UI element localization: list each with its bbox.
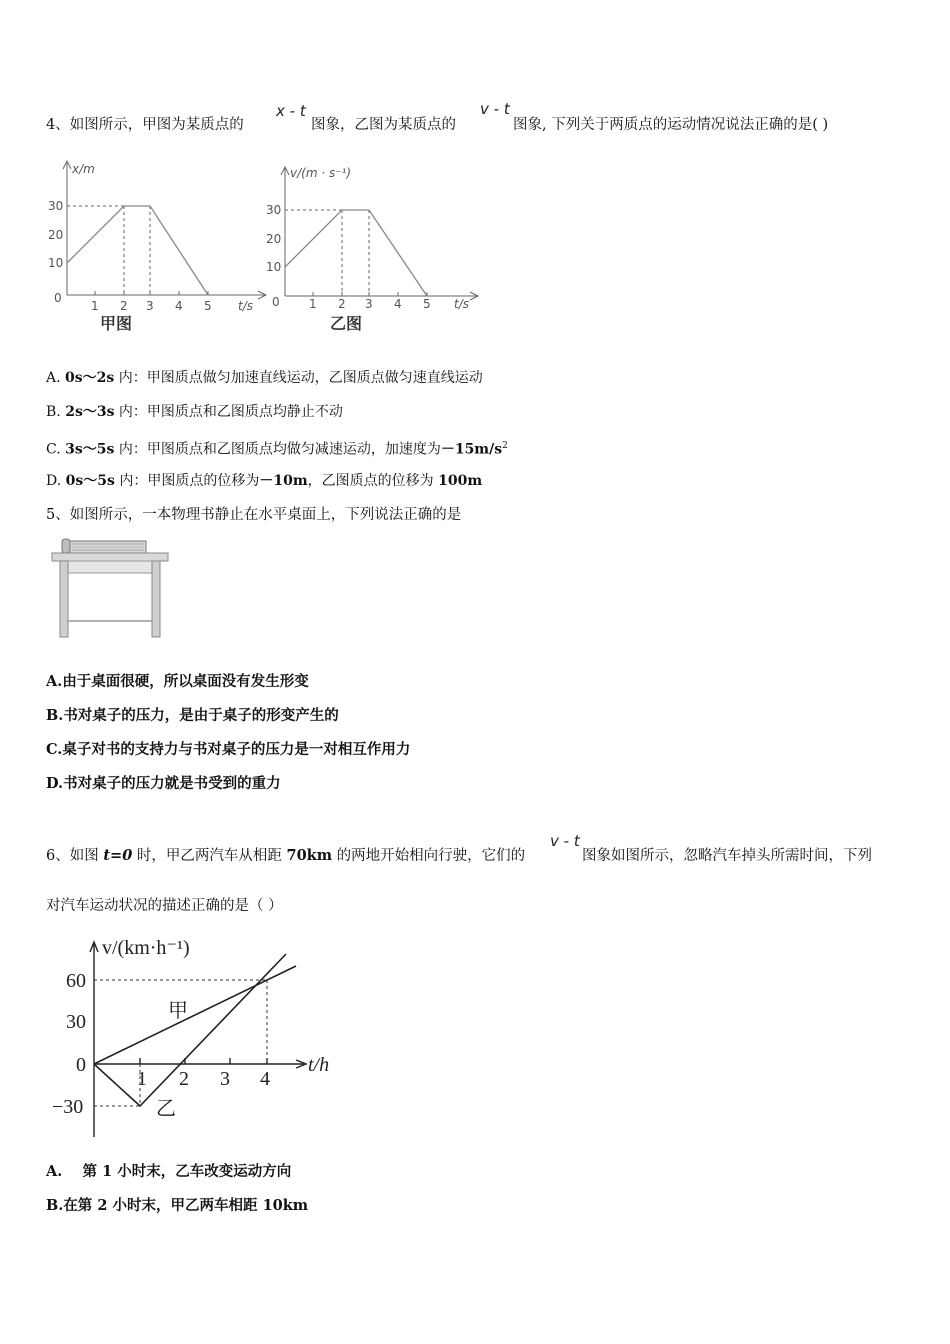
- book-icon: [62, 539, 146, 553]
- q6-stem-part3: 的两地开始相向行驶，它们的: [332, 848, 526, 864]
- x-tick-2: 2: [179, 1068, 189, 1090]
- q4-option-d[interactable]: [46, 471, 482, 491]
- option-letter: A.: [46, 673, 63, 690]
- option-time-range: 0s～2s: [65, 370, 115, 386]
- y-tick-30: 30: [48, 199, 64, 213]
- option-text: 内：甲图质点和乙图质点均静止不动: [114, 404, 343, 420]
- origin-label: 0: [54, 291, 62, 305]
- option-letter: B.: [46, 707, 64, 724]
- caption-yi: 乙图: [330, 314, 363, 333]
- q6-stem-part1: 6、如图: [46, 848, 104, 864]
- x-axis-label: t/h: [308, 1054, 330, 1076]
- y-axis-label: x/m: [72, 162, 95, 176]
- q5-option-a[interactable]: [46, 672, 309, 692]
- option-letter: D.: [46, 473, 66, 489]
- x-axis-label: t/s: [238, 299, 253, 313]
- option-time-range: 3s～5s: [65, 441, 115, 458]
- x-tick-4: 4: [394, 297, 402, 311]
- q6-distance: 70km: [286, 847, 333, 864]
- q6-stem-line1: [46, 846, 525, 866]
- option-acceleration: －15m/s: [440, 441, 503, 458]
- option-gap: [62, 1163, 82, 1180]
- option-letter: C.: [46, 741, 63, 758]
- x-tick-5: 5: [423, 297, 431, 311]
- q4-option-c[interactable]: [46, 436, 508, 460]
- x-tick-3: 3: [365, 297, 373, 311]
- x-tick-5: 5: [204, 299, 212, 313]
- x-tick-4: 4: [260, 1068, 270, 1090]
- q6-stem-part2: 时，甲乙两汽车从相距: [132, 848, 287, 864]
- q4-stem-part3: 图象, 下列关于两质点的运动情况说法正确的是( ): [513, 117, 829, 133]
- q4-option-a[interactable]: [46, 368, 483, 388]
- y-tick-20: 20: [266, 232, 282, 246]
- q4-stem-cont2: [513, 115, 828, 135]
- q4-figure-yi-vt-graph: [262, 155, 482, 335]
- x-tick-3: 3: [220, 1068, 230, 1090]
- q5-stem: 5、如图所示，一本物理书静止在水平桌面上，下列说法正确的是: [46, 507, 462, 523]
- option-text: 第: [82, 1163, 103, 1180]
- option-superscript: 2: [502, 441, 508, 451]
- q6-option-a[interactable]: [46, 1162, 291, 1182]
- q4-xt-formula: x - t: [276, 102, 306, 120]
- x-tick-2: 2: [338, 297, 346, 311]
- option-letter: D.: [46, 775, 64, 792]
- q4-stem-part2: 图象，乙图为某质点的: [311, 117, 456, 133]
- option-hour: 2: [97, 1197, 108, 1214]
- y-axis-label: v/(km·h⁻¹): [102, 937, 190, 959]
- option-text: 书对桌子的压力，是由于桌子的形变产生的: [63, 707, 339, 724]
- vt-line: [285, 210, 427, 296]
- option-text: 在第: [63, 1197, 98, 1214]
- x-tick-2: 2: [120, 299, 128, 313]
- x-axis-label: t/s: [454, 297, 469, 311]
- q6-stem-line2: 对汽车运动状况的描述正确的是（ ）: [46, 898, 283, 914]
- option-text: 内：甲图质点的位移为: [114, 473, 260, 489]
- option-text: 桌子对书的支持力与书对桌子的压力是一对相互作用力: [62, 741, 411, 758]
- option-text-2: 小时末，乙车改变运动方向: [112, 1163, 292, 1180]
- x-tick-4: 4: [175, 299, 183, 313]
- q6-option-b[interactable]: [46, 1196, 308, 1216]
- option-time-range: 0s～5s: [65, 473, 115, 489]
- q5-option-b[interactable]: [46, 706, 339, 726]
- q5-option-d[interactable]: [46, 774, 281, 794]
- x-tick-1: 1: [91, 299, 99, 313]
- q4-stem-part1: 4、如图所示，甲图为某质点的: [46, 117, 244, 133]
- q6-vt-formula: v - t: [550, 832, 580, 850]
- x-tick-3: 3: [146, 299, 154, 313]
- option-letter: A.: [46, 1163, 63, 1180]
- q4-option-b[interactable]: [46, 402, 343, 422]
- y-tick-30: 30: [66, 1011, 86, 1033]
- option-text-2: 小时末，甲乙两车相距: [107, 1197, 263, 1214]
- xt-line: [67, 206, 208, 295]
- q6-vt-graph: [46, 930, 346, 1140]
- y-tick-10: 10: [48, 256, 64, 270]
- q4-vt-formula: v - t: [480, 100, 510, 118]
- q4-stem: [46, 115, 244, 135]
- y-tick-0: 0: [76, 1054, 86, 1076]
- option-time-range: 2s～3s: [65, 404, 115, 420]
- y-tick-60: 60: [66, 970, 86, 992]
- option-letter: B.: [46, 1197, 64, 1214]
- y-tick-20: 20: [48, 228, 64, 242]
- y-axis-label: v/(m · s⁻¹): [290, 166, 352, 180]
- table-icon: [52, 553, 168, 637]
- label-jia: 甲: [168, 1000, 188, 1022]
- option-displacement-jia: －10m: [259, 473, 308, 489]
- y-tick-neg30: −30: [52, 1096, 84, 1118]
- q6-stem-cont: 图象如图所示，忽略汽车掉头所需时间，下列: [582, 848, 872, 864]
- option-hour: 1: [102, 1163, 113, 1180]
- option-letter: A.: [46, 370, 66, 386]
- q6-time-zero: t=0: [103, 847, 133, 864]
- label-yi: 乙: [156, 1098, 176, 1120]
- line-yi: [94, 954, 286, 1106]
- option-text: 由于桌面很硬，所以桌面没有发生形变: [62, 673, 309, 690]
- option-text: 内：甲图质点和乙图质点均做匀减速运动，加速度为: [114, 441, 441, 458]
- option-letter: B.: [46, 404, 66, 420]
- q5-option-c[interactable]: [46, 740, 410, 760]
- option-letter: C.: [46, 441, 66, 458]
- option-text: 内：甲图质点做匀加速直线运动，乙图质点做匀速直线运动: [114, 370, 483, 386]
- y-tick-10: 10: [266, 260, 282, 274]
- x-tick-1: 1: [137, 1068, 147, 1090]
- x-tick-1: 1: [309, 297, 317, 311]
- origin-label: 0: [272, 295, 280, 309]
- option-text-2: ，乙图质点的位移为: [307, 473, 439, 489]
- q5-book-on-table-image: [46, 535, 176, 640]
- option-text: 书对桌子的压力就是书受到的重力: [63, 775, 281, 792]
- q4-stem-cont1: [311, 115, 456, 135]
- q4-figure-jia-xt-graph: [40, 155, 270, 335]
- option-displacement-yi: 100m: [438, 473, 483, 489]
- y-tick-30: 30: [266, 203, 282, 217]
- caption-jia: 甲图: [100, 314, 133, 333]
- option-distance: 10km: [262, 1197, 309, 1214]
